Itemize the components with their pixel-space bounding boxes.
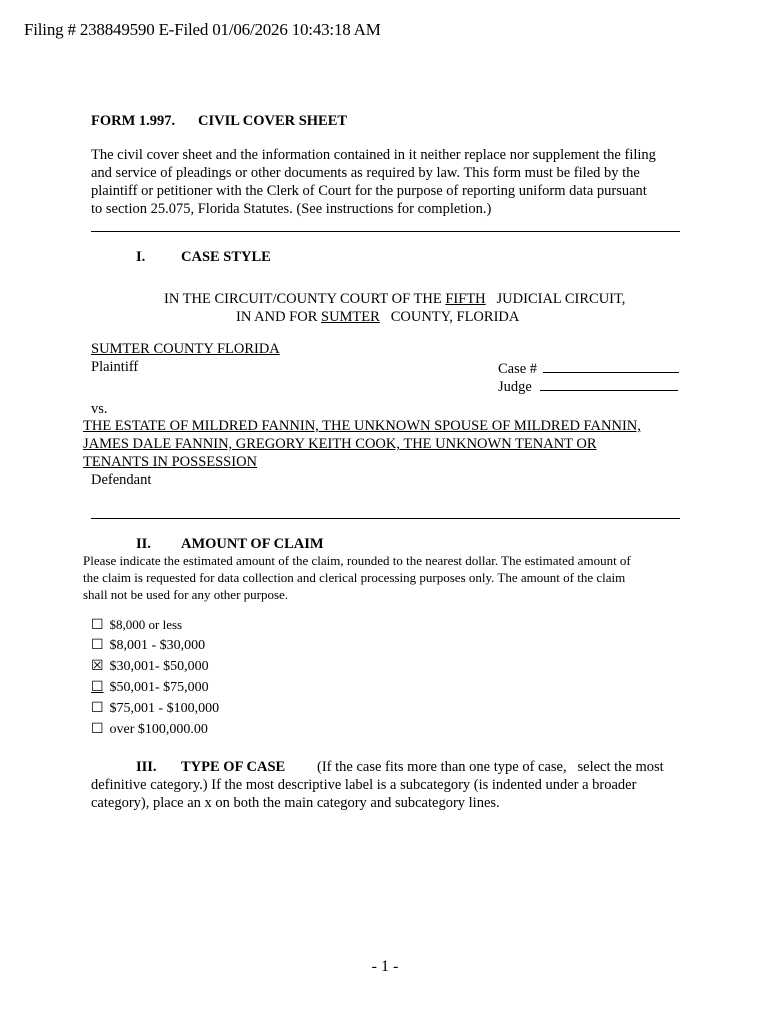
case-number-blank xyxy=(543,358,679,373)
option-label: $50,001- $75,000 xyxy=(109,680,209,695)
court-line-2: IN AND FOR SUMTER COUNTY, FLORIDA xyxy=(236,309,520,325)
section2-numeral: II. xyxy=(136,536,151,552)
circuit-name: FIFTH xyxy=(445,291,486,307)
checkbox-icon[interactable]: ☐ xyxy=(91,618,104,633)
divider xyxy=(91,231,680,232)
intro-line: and service of pleadings or other documents as required by law. This form must be filed by the xyxy=(91,165,640,181)
intro-line: to section 25.075, Florida Statutes. (See instructions for completion.) xyxy=(91,201,492,217)
divider xyxy=(91,518,680,519)
judge-field xyxy=(498,376,678,396)
defendant-line: TENANTS IN POSSESSION xyxy=(83,454,258,470)
checkbox-icon[interactable]: ☐ xyxy=(91,680,104,695)
claim-instructions xyxy=(83,552,631,603)
judge-label: Judge xyxy=(498,379,532,395)
case-number-label: Case # xyxy=(498,361,538,377)
option-label: $8,001 - $30,000 xyxy=(109,638,206,653)
checkbox-icon[interactable]: ☐ xyxy=(91,722,104,737)
case-number-field xyxy=(498,358,679,378)
instruction-line: the claim is requested for data collection and clerical processing purposes only. The amount of the claim xyxy=(83,570,626,585)
defendant-line: THE ESTATE OF MILDRED FANNIN, THE UNKNOWN SPOUSE OF MILDRED FANNIN, xyxy=(83,418,641,434)
option-label: $75,001 - $100,000 xyxy=(109,701,220,716)
option-label: $8,000 or less xyxy=(109,617,183,632)
filing-stamp: Filing # 238849590 E-Filed 01/06/2026 10:43:18 AM xyxy=(24,20,381,39)
defendant-line: JAMES DALE FANNIN, GREGORY KEITH COOK, THE UNKNOWN TENANT OR xyxy=(83,436,597,452)
checkbox-icon[interactable]: ☐ xyxy=(91,638,104,653)
claim-option-50001-75000[interactable] xyxy=(91,679,209,697)
option-label: $30,001- $50,000 xyxy=(109,659,209,674)
section1-numeral: I. xyxy=(136,249,146,265)
type-of-case-note-line: (If the case fits more than one type of case, select the most xyxy=(317,759,664,775)
intro-line: The civil cover sheet and the information contained in it neither replace nor supplement the filing xyxy=(91,147,656,163)
claim-option-8001-30000[interactable] xyxy=(91,637,205,655)
instruction-line: Please indicate the estimated amount of the claim, rounded to the nearest dollar. The estimated amount of xyxy=(83,553,631,568)
section3-numeral: III. xyxy=(136,759,157,775)
section1-heading: CASE STYLE xyxy=(181,249,271,265)
intro-paragraph xyxy=(91,146,656,218)
section3-heading: TYPE OF CASE xyxy=(181,759,286,775)
note-line: category), place an x on both the main category and subcategory lines. xyxy=(91,795,500,811)
checkbox-icon[interactable]: ☐ xyxy=(91,701,104,716)
versus-label: vs. xyxy=(91,401,108,417)
claim-option-8000-or-less[interactable] xyxy=(91,616,182,635)
note-line: definitive category.) If the most descriptive label is a subcategory (is indented under a broader xyxy=(91,777,637,793)
checked-checkbox-icon[interactable]: ☒ xyxy=(91,659,104,674)
option-label: over $100,000.00 xyxy=(109,722,208,737)
judge-blank xyxy=(540,376,678,391)
intro-line: plaintiff or petitioner with the Clerk of Court for the purpose of reporting uniform data pursuant xyxy=(91,183,647,199)
county-name: SUMTER xyxy=(321,309,380,325)
claim-option-75001-100000[interactable] xyxy=(91,700,219,718)
form-title: CIVIL COVER SHEET xyxy=(198,113,348,129)
form-number: FORM 1.997. xyxy=(91,113,176,129)
defendant-label: Defendant xyxy=(91,472,152,488)
page-number: - 1 - xyxy=(371,958,399,975)
claim-option-30001-50000[interactable] xyxy=(91,658,209,676)
instruction-line: shall not be used for any other purpose. xyxy=(83,587,289,602)
type-of-case-note xyxy=(91,776,636,812)
defendant-names xyxy=(83,417,641,471)
claim-option-over-100000[interactable] xyxy=(91,721,208,739)
court-line-1: IN THE CIRCUIT/COUNTY COURT OF THE FIFTH JUDICIAL CIRCUIT, xyxy=(164,291,626,307)
plaintiff-name: SUMTER COUNTY FLORIDA xyxy=(91,341,280,357)
plaintiff-label: Plaintiff xyxy=(91,359,139,375)
section2-heading: AMOUNT OF CLAIM xyxy=(181,536,324,552)
